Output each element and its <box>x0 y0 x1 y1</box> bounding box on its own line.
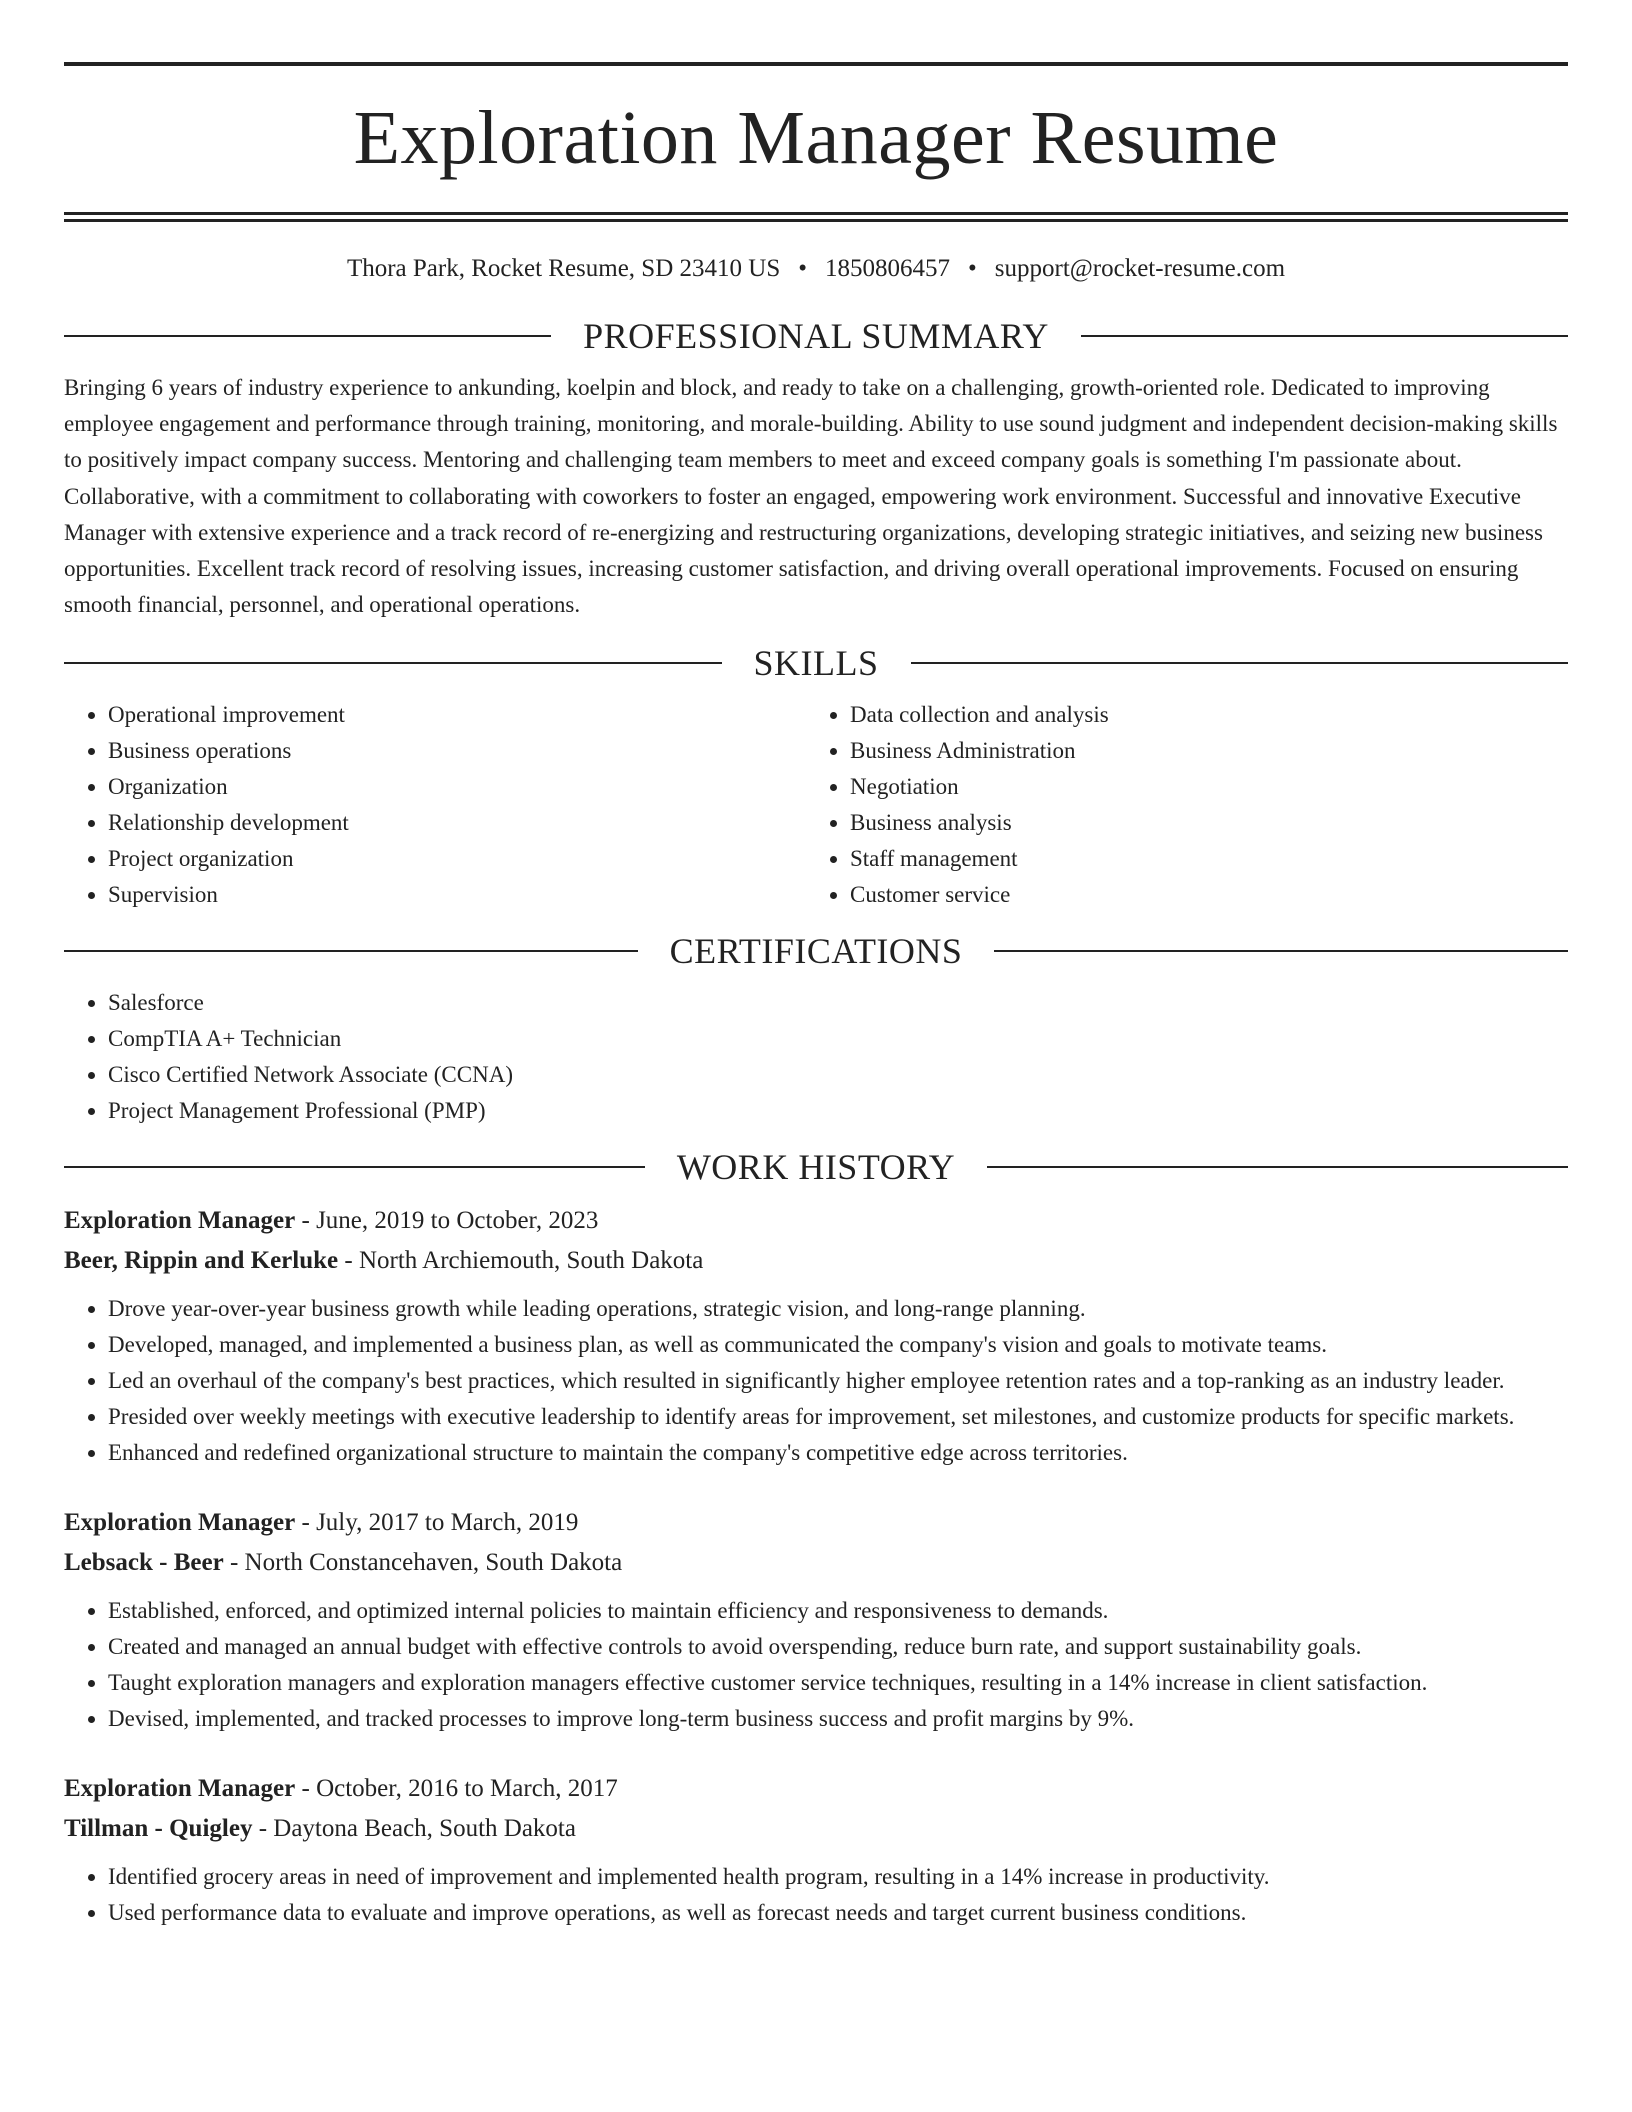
section-rule <box>64 335 551 337</box>
section-rule <box>64 950 638 952</box>
job-bullet: • Established, enforced, and optimized internal policies to maintain efficiency and responsiveness to demands. <box>108 1593 1568 1629</box>
job-title: Exploration Manager <box>64 1775 296 1803</box>
section-rule <box>994 950 1568 952</box>
job-bullet: • Drove year-over-year business growth while leading operations, strategic vision, and long-range planning. <box>108 1291 1568 1327</box>
skill-item: • Operational improvement <box>108 697 806 733</box>
job-dates: - July, 2017 to March, 2019 <box>295 1509 579 1537</box>
skills-column-right <box>806 697 1548 913</box>
job-entry <box>64 1769 1568 1931</box>
certifications-list <box>64 985 1568 1129</box>
section-rule <box>64 662 722 664</box>
job-company: Tillman - Quigley <box>64 1815 253 1843</box>
job-dates: - June, 2019 to October, 2023 <box>295 1207 599 1235</box>
skill-item: • Business operations <box>108 733 806 769</box>
skills-list-left <box>64 697 806 913</box>
contact-email: support@rocket-resume.com <box>994 255 1286 282</box>
contact-separator: • <box>968 255 977 282</box>
job-title: Exploration Manager <box>64 1207 296 1235</box>
job-title-line <box>64 1503 1568 1543</box>
job-bullet: • Identified grocery areas in need of improvement and implemented health program, resulting in a 14% increase in productivity. <box>108 1859 1568 1895</box>
section-rule <box>64 1166 645 1168</box>
section-rule <box>911 662 1569 664</box>
certification-item: • CompTIA A+ Technician <box>108 1021 1568 1057</box>
job-entry <box>64 1201 1568 1471</box>
skill-item: • Organization <box>108 769 806 805</box>
skill-item: • Supervision <box>108 877 806 913</box>
section-header-summary <box>64 314 1568 358</box>
job-company: Beer, Rippin and Kerluke <box>64 1247 339 1275</box>
job-bullet: • Led an overhaul of the company's best practices, which resulted in significantly higher employee retention rates and a top-ranking as an industry leader. <box>108 1363 1568 1399</box>
job-location: - Daytona Beach, South Dakota <box>252 1815 576 1843</box>
job-location: - North Constancehaven, South Dakota <box>223 1549 623 1577</box>
job-bullets <box>64 1291 1568 1471</box>
contact-separator: • <box>798 255 807 282</box>
top-rule <box>64 62 1568 66</box>
job-bullet: • Developed, managed, and implemented a business plan, as well as communicated the company's vision and goals to motivate teams. <box>108 1327 1568 1363</box>
job-company: Lebsack - Beer <box>64 1549 224 1577</box>
skill-item: • Data collection and analysis <box>850 697 1548 733</box>
skill-item: • Customer service <box>850 877 1548 913</box>
job-bullet: • Used performance data to evaluate and improve operations, as well as forecast needs and target current business conditions. <box>108 1895 1568 1931</box>
section-header-certifications <box>64 929 1568 973</box>
certification-item: • Project Management Professional (PMP) <box>108 1093 1568 1129</box>
job-title: Exploration Manager <box>64 1509 296 1537</box>
section-header-skills <box>64 641 1568 685</box>
summary-text: Bringing 6 years of industry experience to ankunding, koelpin and block, and ready to take on a challenging, growth-oriented role. Dedicated to improving employee engagement and performance through training, monitoring, and morale-building. Ability to use sound judgment and independent decision-making skills to positively impact company success. Mentoring and challenging team members to meet and exceed company goals is something I'm passionate about. Collaborative, with a commitment to collaborating with coworkers to foster an engaged, empowering work environment. Successful and innovative Executive Manager with extensive experience and a track record of re-energizing and restructuring organizations, developing strategic initiatives, and seizing new business opportunities. Excellent track record of resolving issues, increasing customer satisfaction, and driving overall operational improvements. Focused on ensuring smooth financial, personnel, and operational operations. <box>64 375 1558 618</box>
certification-item: • Cisco Certified Network Associate (CCNA) <box>108 1057 1568 1093</box>
section-header-work-history <box>64 1145 1568 1189</box>
job-bullet: • Enhanced and redefined organizational structure to maintain the company's competitive edge across territories. <box>108 1435 1568 1471</box>
job-bullet: • Created and managed an annual budget with effective controls to avoid overspending, reduce burn rate, and support sustainability goals. <box>108 1629 1568 1665</box>
job-dates: - October, 2016 to March, 2017 <box>295 1775 618 1803</box>
skill-item: • Business Administration <box>850 733 1548 769</box>
skills-list-right <box>806 697 1548 913</box>
resume-page <box>64 0 1568 1931</box>
section-title: CERTIFICATIONS <box>669 931 963 972</box>
skill-item: • Negotiation <box>850 769 1548 805</box>
job-bullets <box>64 1859 1568 1931</box>
contact-phone: 1850806457 <box>825 255 950 282</box>
job-bullet: • Taught exploration managers and exploration managers effective customer service techniques, resulting in a 14% increase in client satisfaction. <box>108 1665 1568 1701</box>
job-company-line <box>64 1543 1568 1583</box>
job-bullets <box>64 1593 1568 1737</box>
skill-item: • Relationship development <box>108 805 806 841</box>
job-company-line <box>64 1241 1568 1281</box>
job-company-line <box>64 1809 1568 1849</box>
job-title-line <box>64 1201 1568 1241</box>
contact-line <box>64 252 1568 286</box>
section-rule <box>1081 335 1568 337</box>
section-title: PROFESSIONAL SUMMARY <box>583 316 1049 356</box>
job-bullet: • Devised, implemented, and tracked processes to improve long-term business success and profit margins by 9%. <box>108 1701 1568 1737</box>
section-title: SKILLS <box>753 643 879 684</box>
document-title: Exploration Manager Resume <box>353 96 1279 180</box>
certification-item: • Salesforce <box>108 985 1568 1021</box>
job-title-line <box>64 1769 1568 1809</box>
skill-item: • Staff management <box>850 841 1548 877</box>
skill-item: • Business analysis <box>850 805 1548 841</box>
job-bullet: • Presided over weekly meetings with executive leadership to identify areas for improvement, set milestones, and customize products for specific markets. <box>108 1399 1568 1435</box>
title-double-rule <box>64 212 1568 222</box>
job-location: - North Archiemouth, South Dakota <box>338 1247 704 1275</box>
section-rule <box>987 1166 1568 1168</box>
skill-item: • Project organization <box>108 841 806 877</box>
skills-grid <box>64 697 1568 913</box>
contact-address: Thora Park, Rocket Resume, SD 23410 US <box>346 255 781 282</box>
section-title: WORK HISTORY <box>676 1147 956 1188</box>
job-entry <box>64 1503 1568 1737</box>
skills-column-left <box>64 697 806 913</box>
